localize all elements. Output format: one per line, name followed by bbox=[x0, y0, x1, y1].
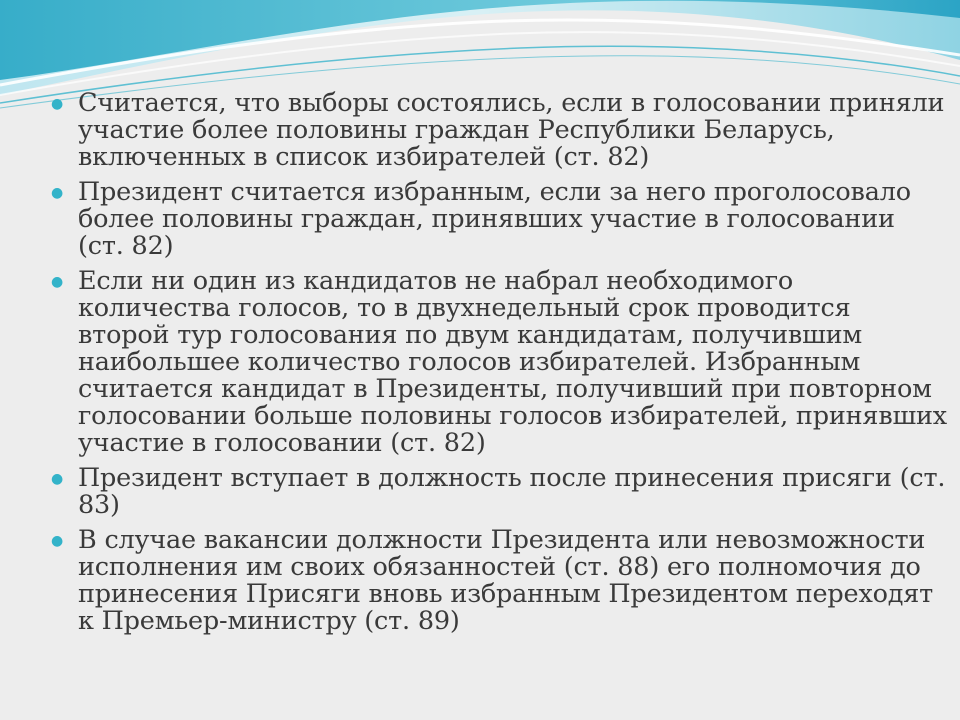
bullet-text: В случае вакансии должности Президента или невозможности исполнения им своих обязанностей (ст. 88) его полномочия до принесения Присяги вновь избранным Президентом переходят к Премьер-министру (ст. 89) bbox=[78, 525, 934, 636]
teal-dot-icon: ● bbox=[50, 96, 64, 112]
bullet-item bbox=[48, 465, 948, 519]
bullet-text: Президент вступает в должность после принесения присяги (ст. 83) bbox=[78, 463, 946, 520]
bullet-item bbox=[48, 527, 948, 635]
bullet-item bbox=[48, 179, 948, 260]
bullet-text: Президент считается избранным, если за него проголосовало более половины граждан, принявших участие в голосовании (ст. 82) bbox=[78, 177, 911, 261]
bullet-item bbox=[48, 268, 948, 457]
teal-dot-icon: ● bbox=[50, 274, 64, 290]
bullet-text: Считается, что выборы состоялись, если в голосовании приняли участие более половины граждан Республики Беларусь, включенных в список избирателей (ст. 82) bbox=[78, 88, 945, 172]
teal-dot-icon: ● bbox=[50, 185, 64, 201]
teal-dot-icon: ● bbox=[50, 533, 64, 549]
bullet-text: Если ни один из кандидатов не набрал необходимого количества голосов, то в двухнедельный срок проводится второй тур голосования по двум кандидатам, получившим наибольшее количество голосов избирателей. Избранным считается кандидат в Президенты, получивший при повторном голосовании больше половины голосов избирателей, принявших участие в голосовании (ст. 82) bbox=[78, 266, 947, 458]
bullet-list bbox=[48, 90, 948, 635]
bullet-item bbox=[48, 90, 948, 171]
content-area bbox=[48, 90, 948, 643]
teal-dot-icon: ● bbox=[50, 471, 64, 487]
